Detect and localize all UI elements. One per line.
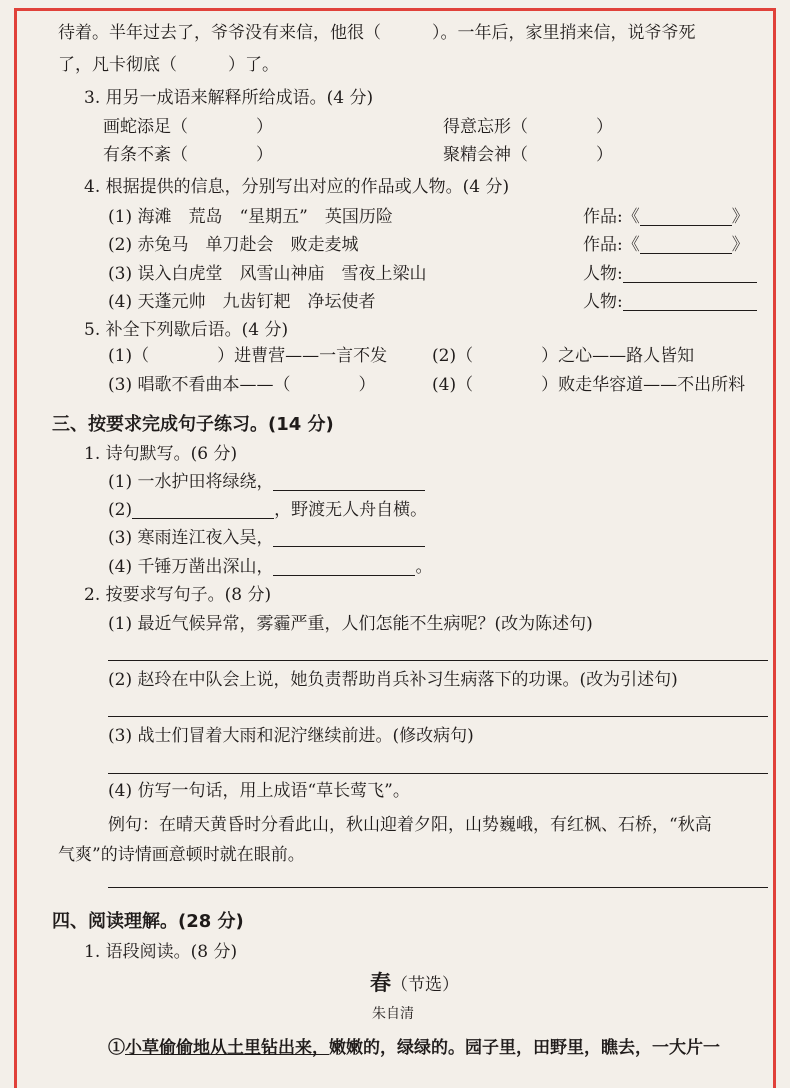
- section-4-heading: 四、阅读理解。(28 分): [52, 911, 244, 932]
- q5-item-1[interactable]: (1)（ ）进曹营——一言不发: [108, 346, 388, 366]
- q3-item-2[interactable]: 得意忘形（ ）: [443, 117, 613, 137]
- answer-line-1[interactable]: [108, 660, 768, 661]
- passage-title: 春（节选）: [370, 970, 459, 995]
- passage-line-2: 了，凡卡彻底（ ）了。: [58, 55, 279, 75]
- q4-answer-3[interactable]: 人物:: [583, 262, 757, 286]
- q4-clue-1: (1) 海滩 荒岛 “星期五” 英国历险: [108, 207, 393, 227]
- passage-paragraph-1: ①小草偷偷地从土里钻出来，嫩嫩的，绿绿的。园子里，田野里，瞧去，一大片一: [108, 1038, 720, 1058]
- task-2: (2) 赵玲在中队会上说，她负责帮助肖兵补习生病落下的功课。(改为引述句): [108, 670, 678, 690]
- answer-line-4[interactable]: [108, 887, 768, 888]
- q4-clue-2: (2) 赤兔马 单刀赴会 败走麦城: [108, 235, 359, 255]
- section-3-heading: 三、按要求完成句子练习。(14 分): [52, 414, 334, 435]
- q4-answer-2[interactable]: 作品:《 》: [583, 235, 749, 255]
- s4-q1-label: 1. 语段阅读。(8 分): [84, 942, 238, 962]
- task-4: (4) 仿写一句话，用上成语“草长莺飞”。: [108, 781, 410, 801]
- q4-clue-4: (4) 天蓬元帅 九齿钉耙 净坛使者: [108, 292, 376, 312]
- q5-item-3[interactable]: (3) 唱歌不看曲本——（ ）: [108, 375, 376, 395]
- task-3: (3) 战士们冒着大雨和泥泞继续前进。(修改病句): [108, 726, 474, 746]
- example-line-1: 例句：在晴天黄昏时分看此山，秋山迎着夕阳，山势巍峨，有红枫、石桥，“秋高: [108, 815, 712, 835]
- q4-label: 4. 根据提供的信息，分别写出对应的作品或人物。(4 分): [84, 177, 510, 197]
- poem-line-3[interactable]: (3) 寒雨连江夜入吴，: [108, 526, 425, 550]
- s3-q2-label: 2. 按要求写句子。(8 分): [84, 585, 272, 605]
- poem-line-1[interactable]: (1) 一水护田将绿绕，: [108, 470, 425, 494]
- q3-item-4[interactable]: 聚精会神（ ）: [443, 145, 613, 165]
- q3-label: 3. 用另一成语来解释所给成语。(4 分): [84, 88, 374, 108]
- q3-item-1[interactable]: 画蛇添足（ ）: [103, 117, 273, 137]
- passage-author: 朱自清: [372, 1006, 414, 1022]
- q5-item-4[interactable]: (4)（ ）败走华容道——不出所料: [432, 375, 746, 395]
- q5-label: 5. 补全下列歇后语。(4 分): [84, 320, 289, 340]
- poem-line-2[interactable]: (2) ，野渡无人舟自横。: [108, 500, 428, 520]
- task-1: (1) 最近气候异常，雾霾严重，人们怎能不生病呢？(改为陈述句): [108, 614, 593, 634]
- q5-item-2[interactable]: (2)（ ）之心——路人皆知: [432, 346, 695, 366]
- q4-answer-1[interactable]: 作品:《 》: [583, 207, 749, 227]
- q3-item-3[interactable]: 有条不紊（ ）: [103, 145, 273, 165]
- answer-line-3[interactable]: [108, 773, 768, 774]
- s3-q1-label: 1. 诗句默写。(6 分): [84, 444, 238, 464]
- poem-line-4[interactable]: (4) 千锤万凿出深山， 。: [108, 557, 433, 577]
- example-line-2: 气爽”的诗情画意顿时就在眼前。: [58, 845, 305, 865]
- q4-clue-3: (3) 误入白虎堂 风雪山神庙 雪夜上梁山: [108, 264, 427, 284]
- passage-line-1: 待着。半年过去了，爷爷没有来信，他很（ ）。一年后，家里捎来信，说爷爷死: [58, 23, 696, 43]
- q4-answer-4[interactable]: 人物:: [583, 290, 757, 314]
- answer-line-2[interactable]: [108, 716, 768, 717]
